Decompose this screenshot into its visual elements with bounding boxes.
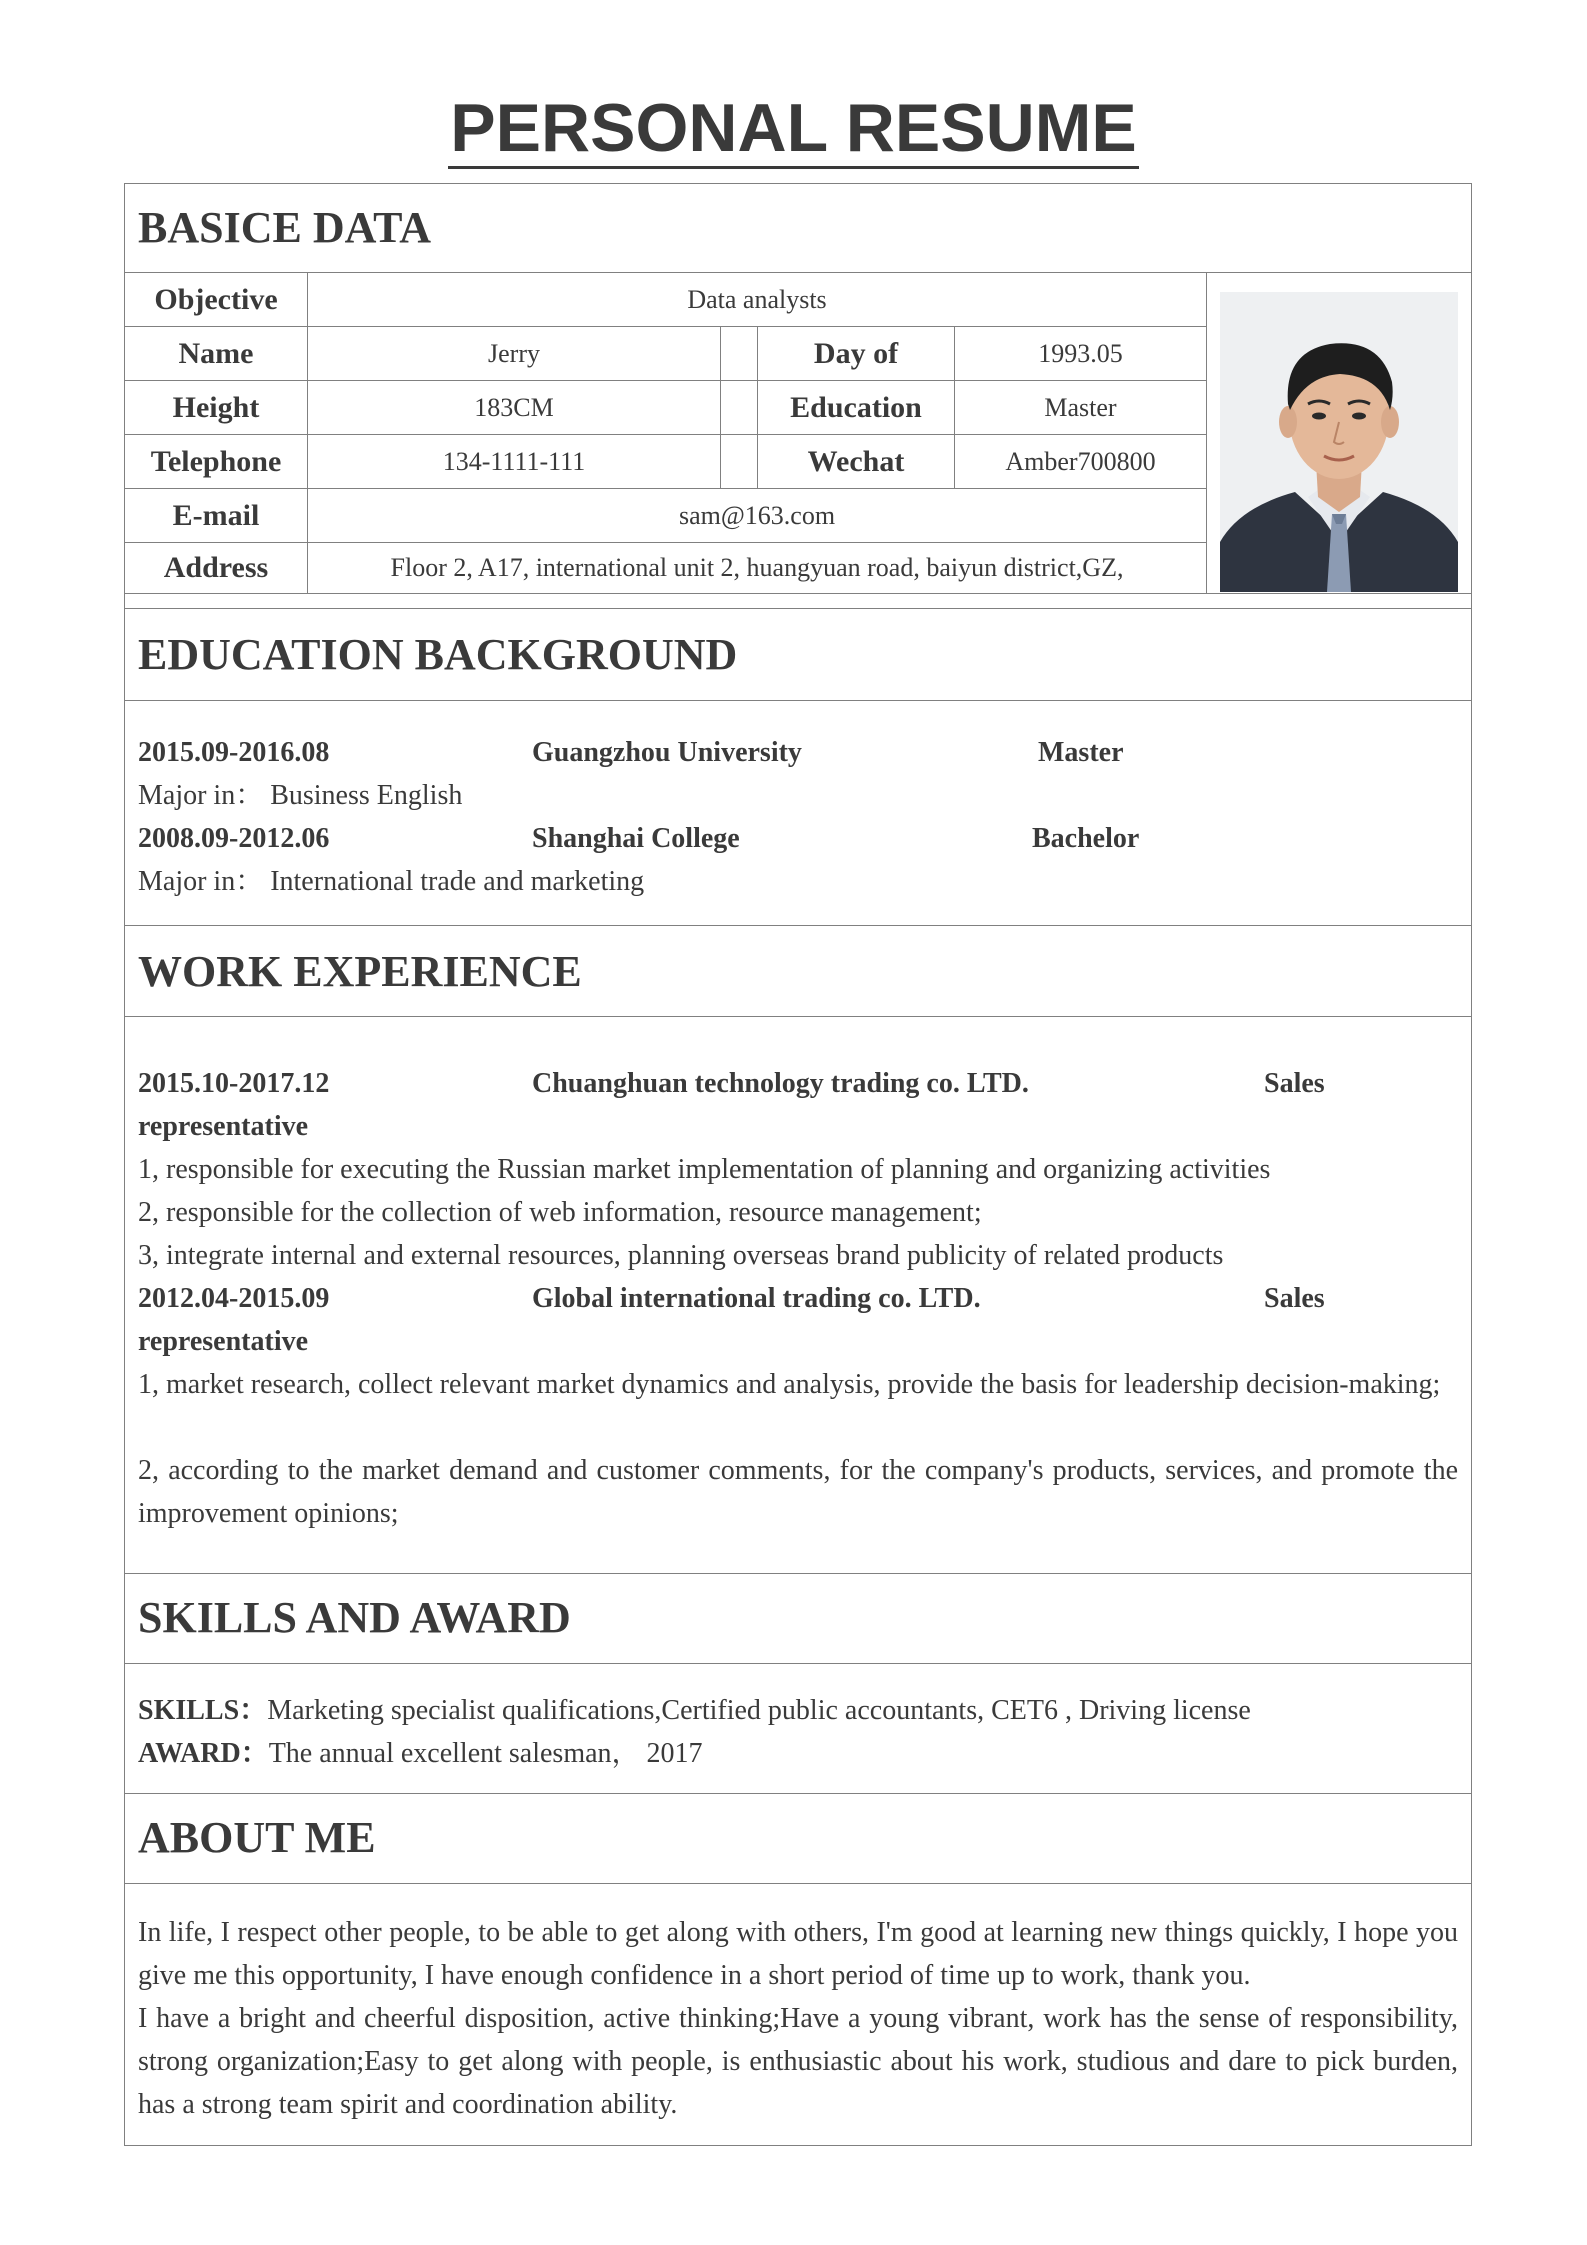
address-value: Floor 2, A17, international unit 2, huangyuan road, baiyun district,GZ, — [307, 542, 1207, 594]
work-role-cont: representative — [138, 1326, 309, 1357]
education-label: Education — [757, 380, 955, 435]
page-title — [0, 88, 1587, 168]
education-school: Guangzhou University — [532, 737, 802, 768]
education-degree: Bachelor — [1032, 823, 1140, 854]
objective-value: Data analysts — [307, 272, 1207, 327]
section-heading-skills: SKILLS AND AWARD — [138, 1593, 571, 1642]
email-value: sam@163.com — [307, 488, 1207, 543]
divider — [124, 925, 1472, 926]
education-period: 2008.09-2012.06 — [138, 823, 330, 854]
divider — [124, 700, 1472, 701]
section-heading-work: WORK EXPERIENCE — [138, 947, 582, 996]
education-value: Master — [954, 380, 1207, 435]
divider — [124, 608, 1472, 609]
education-period: 2015.09-2016.08 — [138, 737, 330, 768]
work-duty: 1, responsible for executing the Russian market implementation of planning and organizing activities — [138, 1154, 1271, 1185]
divider — [124, 1573, 1472, 1574]
name-label: Name — [124, 326, 308, 381]
work-role-cont: representative — [138, 1111, 309, 1142]
about-paragraph: In life, I respect other people, to be able to get along with others, I'm good at learning new things quickly, I hope you give me this opportunity, I have enough confidence in a short period of time up to work, thank you. — [138, 1917, 1458, 1991]
work-role: Sales — [1264, 1068, 1325, 1099]
work-duty: 3, integrate internal and external resources, planning overseas brand publicity of related products — [138, 1240, 1224, 1271]
height-value: 183CM — [307, 380, 721, 435]
skills-label: SKILLS： — [138, 1695, 268, 1726]
skills-line — [138, 1689, 1251, 1732]
address-label: Address — [124, 542, 308, 594]
telephone-label: Telephone — [124, 434, 308, 489]
wechat-label: Wechat — [757, 434, 955, 489]
telephone-value: 134-1111-111 — [307, 434, 721, 489]
work-duty: 2, according to the market demand and customer comments, for the company's products, services, and promote the improvement opinions; — [138, 1455, 1458, 1529]
email-label: E-mail — [124, 488, 308, 543]
objective-label: Objective — [124, 272, 308, 327]
work-period: 2012.04-2015.09 — [138, 1283, 330, 1314]
divider — [124, 1016, 1472, 1017]
work-duty: 2, responsible for the collection of web information, resource management; — [138, 1197, 982, 1228]
portrait-icon — [1220, 292, 1458, 592]
education-major: Major in： Business English — [138, 780, 463, 811]
section-heading-basic: BASICE DATA — [138, 203, 431, 252]
award-label: AWARD： — [138, 1738, 269, 1769]
spacer-cell — [720, 326, 758, 381]
page-title-text: PERSONAL RESUME — [448, 90, 1138, 169]
wechat-value: Amber700800 — [954, 434, 1207, 489]
divider — [124, 1663, 1472, 1664]
divider — [124, 1883, 1472, 1884]
work-period: 2015.10-2017.12 — [138, 1068, 330, 1099]
divider — [124, 1793, 1472, 1794]
height-label: Height — [124, 380, 308, 435]
award-line — [138, 1732, 703, 1775]
education-school: Shanghai College — [532, 823, 740, 854]
award-value: The annual excellent salesman， 2017 — [268, 1738, 703, 1769]
work-duty: 1, market research, collect relevant market dynamics and analysis, provide the basis for leadership decision-making; — [138, 1369, 1441, 1400]
dob-label: Day of — [757, 326, 955, 381]
skills-value: Marketing specialist qualifications,Certified public accountants, CET6 , Driving license — [267, 1695, 1251, 1726]
about-paragraph: I have a bright and cheerful disposition, active thinking;Have a young vibrant, work has the sense of responsibility, strong organization;Easy to get along with people, is enthusiastic about his work, studious and dare to pick burden, has a strong team spirit and coordination ability. — [138, 2003, 1458, 2120]
spacer-cell — [720, 380, 758, 435]
profile-photo — [1220, 292, 1458, 592]
dob-value: 1993.05 — [954, 326, 1207, 381]
section-heading-education: EDUCATION BACKGROUND — [138, 630, 738, 679]
name-value: Jerry — [307, 326, 721, 381]
education-degree: Master — [1038, 737, 1124, 768]
education-major: Major in： International trade and marketing — [138, 866, 645, 897]
work-company: Global international trading co. LTD. — [532, 1283, 981, 1314]
work-company: Chuanghuan technology trading co. LTD. — [532, 1068, 1029, 1099]
spacer-cell — [720, 434, 758, 489]
section-heading-about: ABOUT ME — [138, 1813, 376, 1862]
work-role: Sales — [1264, 1283, 1325, 1314]
